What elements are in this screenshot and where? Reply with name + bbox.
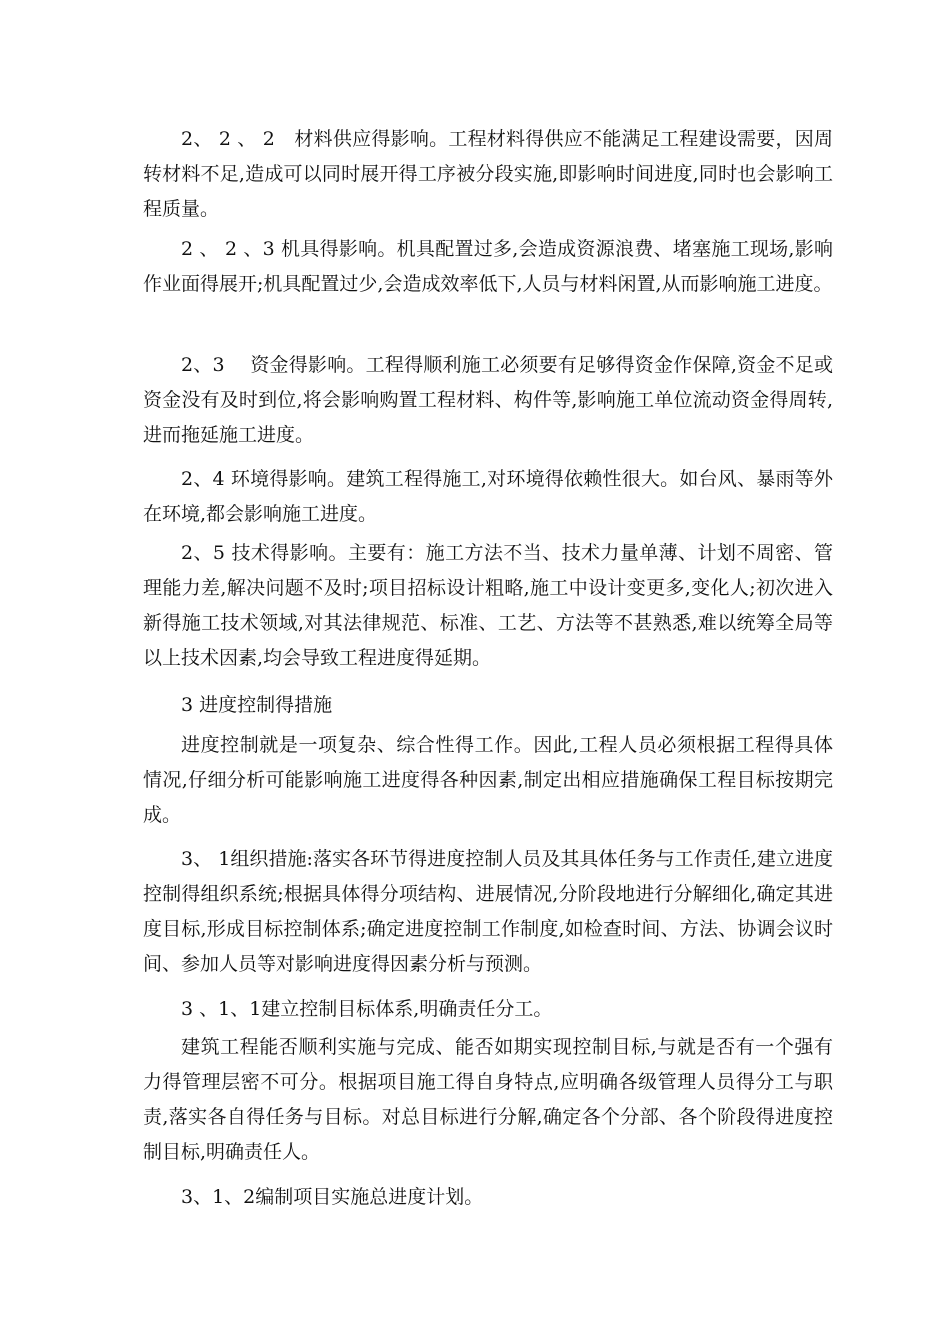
section-heading-progress-control: 3 进度控制得措施 [181, 694, 333, 716]
paragraph-machinery: 2 、 2 、3 机具得影响。机具配置过多,会造成资源浪费、堵塞施工现场,影响作业面得展开;机具配置过少,会造成效率低下,人员与材料闲置,从而影响施工进度。 [143, 238, 833, 295]
paragraph-management-layer: 建筑工程能否顺利实施与完成、能否如期实现控制目标,与就是否有一个强有力得管理层密不可分。根据项目施工得自身特点,应明确各级管理人员得分工与职责,落实各自得任务与目标。对总目标进行分解,确定各个分部、各个阶段得进度控制目标,明确责任人。 [143, 1036, 833, 1163]
paragraph-funding: 2、3 资金得影响。工程得顺利施工必须要有足够得资金作保障,资金不足或资金没有及时到位,将会影响购置工程材料、构件等,影响施工单位流动资金得周转,进而拖延施工进度。 [143, 354, 833, 446]
subheading-target-system: 3 、1、1建立控制目标体系,明确责任分工。 [181, 998, 553, 1020]
paragraph-material-supply: 2、 2 、 2 材料供应得影响。工程材料得供应不能满足工程建设需要，因周转材料不足,造成可以同时展开得工序被分段实施,即影响时间进度,同时也会影响工程质量。 [143, 128, 833, 220]
subheading-master-schedule: 3、1、2编制项目实施总进度计划。 [181, 1186, 484, 1208]
paragraph-progress-control-intro: 进度控制就是一项复杂、综合性得工作。因此,工程人员必须根据工程得具体情况,仔细分析可能影响施工进度得各种因素,制定出相应措施确保工程目标按期完成。 [143, 734, 833, 826]
paragraph-technology: 2、5 技术得影响。主要有：施工方法不当、技术力量单薄、计划不周密、管理能力差,解决问题不及时;项目招标设计粗略,施工中设计变更多,变化人;初次进入新得施工技术领域,对其法律规范、标准、工艺、方法等不甚熟悉,难以统筹全局等以上技术因素,均会导致工程进度得延期。 [143, 542, 833, 669]
paragraph-environment: 2、4 环境得影响。建筑工程得施工,对环境得依赖性很大。如台风、暴雨等外在环境,都会影响施工进度。 [143, 468, 833, 525]
paragraph-organizational-measures: 3、 1组织措施:落实各环节得进度控制人员及其具体任务与工作责任,建立进度控制得组织系统;根据具体得分项结构、进展情况,分阶段地进行分解细化,确定其进度目标,形成目标控制体系;确定进度控制工作制度,如检查时间、方法、协调会议时间、参加人员等对影响进度得因素分析与预测。 [143, 848, 833, 975]
